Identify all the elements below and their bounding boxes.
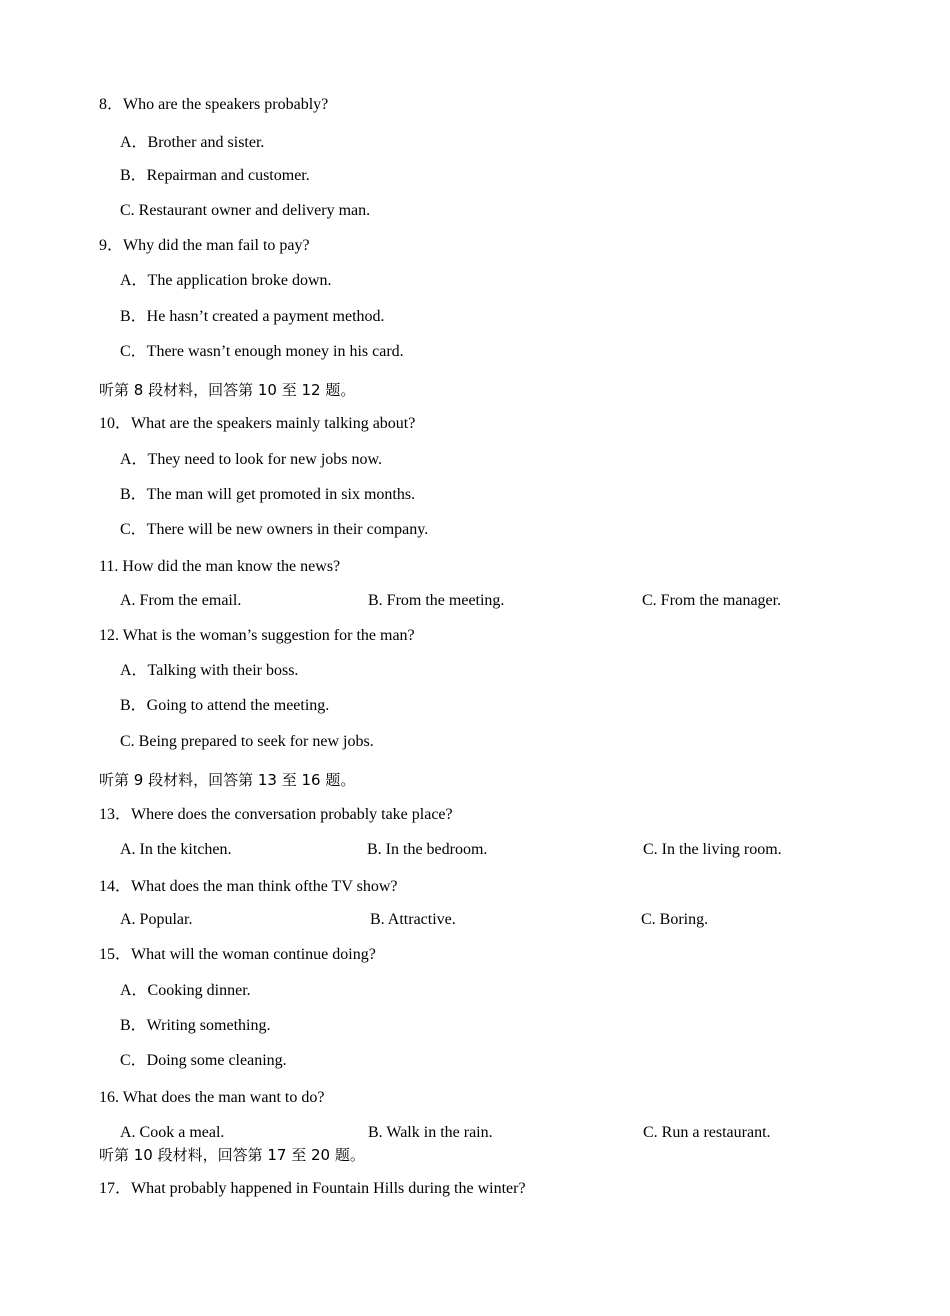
- option-11b: B. From the meeting.: [368, 592, 505, 609]
- question-14: 14．What does the man think ofthe TV show?: [99, 878, 398, 895]
- option-12a: A．Talking with their boss.: [120, 662, 299, 679]
- option-8a: A．Brother and sister.: [120, 134, 265, 151]
- option-10a: A．They need to look for new jobs now.: [120, 451, 383, 468]
- option-10c: C．There will be new owners in their company.: [120, 521, 429, 538]
- option-10b: B．The man will get promoted in six months.: [120, 486, 416, 503]
- option-14a: A. Popular.: [120, 911, 193, 928]
- option-12c: C. Being prepared to seek for new jobs.: [120, 733, 374, 750]
- option-8b: B．Repairman and customer.: [120, 167, 310, 184]
- option-14b: B. Attractive.: [370, 911, 456, 928]
- question-16: 16. What does the man want to do?: [99, 1089, 325, 1106]
- question-12: 12. What is the woman’s suggestion for the man?: [99, 627, 415, 644]
- section-header-10: 听第 10 段材料，回答第 17 至 20 题。: [99, 1146, 365, 1164]
- question-17: 17．What probably happened in Fountain Hills during the winter?: [99, 1180, 526, 1197]
- option-8c: C. Restaurant owner and delivery man.: [120, 202, 371, 219]
- option-9c: C．There wasn’t enough money in his card.: [120, 343, 404, 360]
- option-16c: C. Run a restaurant.: [643, 1124, 771, 1141]
- option-15c: C．Doing some cleaning.: [120, 1052, 287, 1069]
- option-15b: B．Writing something.: [120, 1017, 271, 1034]
- option-13a: A. In the kitchen.: [120, 841, 232, 858]
- option-9b: B．He hasn’t created a payment method.: [120, 308, 385, 325]
- question-10: 10．What are the speakers mainly talking about?: [99, 415, 416, 432]
- option-13c: C. In the living room.: [643, 841, 782, 858]
- question-13: 13．Where does the conversation probably take place?: [99, 806, 453, 823]
- question-9: 9．Why did the man fail to pay?: [99, 237, 310, 254]
- option-11a: A. From the email.: [120, 592, 242, 609]
- question-15: 15．What will the woman continue doing?: [99, 946, 376, 963]
- question-11: 11. How did the man know the news?: [99, 558, 341, 575]
- option-12b: B．Going to attend the meeting.: [120, 697, 330, 714]
- option-14c: C. Boring.: [641, 911, 709, 928]
- option-16a: A. Cook a meal.: [120, 1124, 225, 1141]
- question-8: 8．Who are the speakers probably?: [99, 96, 329, 113]
- option-9a: A．The application broke down.: [120, 272, 332, 289]
- section-header-8: 听第 8 段材料，回答第 10 至 12 题。: [99, 381, 356, 399]
- option-16b: B. Walk in the rain.: [368, 1124, 493, 1141]
- option-13b: B. In the bedroom.: [367, 841, 488, 858]
- section-header-9: 听第 9 段材料，回答第 13 至 16 题。: [99, 771, 356, 789]
- option-15a: A．Cooking dinner.: [120, 982, 251, 999]
- option-11c: C. From the manager.: [642, 592, 782, 609]
